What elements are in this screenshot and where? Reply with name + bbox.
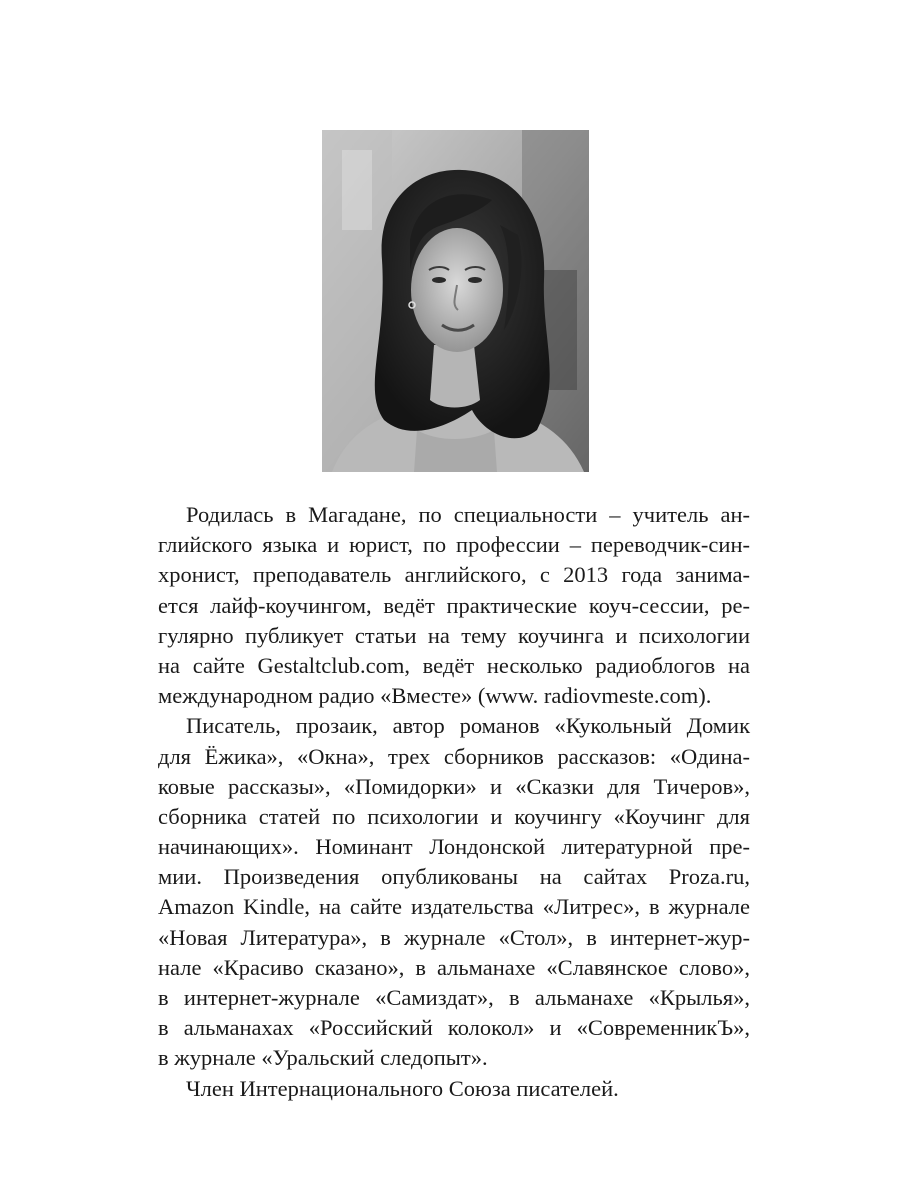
bio-line: Родилась в Магадане, по специальности – учитель ан-: [186, 502, 750, 527]
bio-line: «Новая Литература», в журнале «Стол», в интернет-жур-: [158, 924, 750, 950]
author-photo: [322, 130, 589, 472]
bio-line: на сайте Gestaltclub.com, ведёт несколько радиоблогов на: [158, 652, 750, 678]
bio-line: гулярно публикует статьи на тему коучинга и психологии: [158, 622, 750, 648]
bio-line: для Ёжика», «Окна», трех сборников рассказов: «Одина-: [158, 743, 750, 769]
bio-line: в альманахах «Российский колокол» и «СовременникЪ»,: [158, 1015, 750, 1041]
bio-paragraph-3: [158, 1074, 750, 1104]
bio-line: в журнале «Уральский следопыт».: [158, 1045, 488, 1071]
bio-line: Писатель, прозаик, автор романов «Кукольный Домик: [186, 713, 750, 739]
bio-paragraph-1: [158, 500, 750, 711]
author-bio: [158, 500, 750, 1104]
bio-line: международном радио «Вместе» (www. radiovmeste.com).: [158, 683, 712, 709]
bio-line: ковые рассказы», «Помидорки» и «Сказки для Тичеров»,: [158, 773, 750, 799]
bio-line: Член Интернационального Союза писателей.: [186, 1075, 619, 1101]
bio-line: начинающих». Номинант Лондонской литературной пре-: [158, 834, 750, 860]
bio-line: Amazon Kindle, на сайте издательства «Литрес», в журнале: [158, 894, 750, 920]
bio-line: мии. Произведения опубликованы на сайтах Proza.ru,: [158, 864, 750, 890]
bio-line: ется лайф-коучингом, ведёт практические коуч-сессии, ре-: [158, 592, 750, 618]
bio-line: в интернет-журнале «Самиздат», в альманахе «Крылья»,: [158, 985, 750, 1010]
bio-line: глийского языка и юрист, по профессии – переводчик-син-: [158, 532, 750, 558]
bio-line: сборника статей по психологии и коучингу «Коучинг для: [158, 803, 750, 829]
bio-paragraph-2: [158, 711, 750, 1073]
author-portrait-image: [322, 130, 589, 472]
bio-line: нале «Красиво сказано», в альманахе «Славянское слово»,: [158, 954, 750, 980]
bio-line: хронист, преподаватель английского, с 2013 года занима-: [158, 562, 750, 588]
